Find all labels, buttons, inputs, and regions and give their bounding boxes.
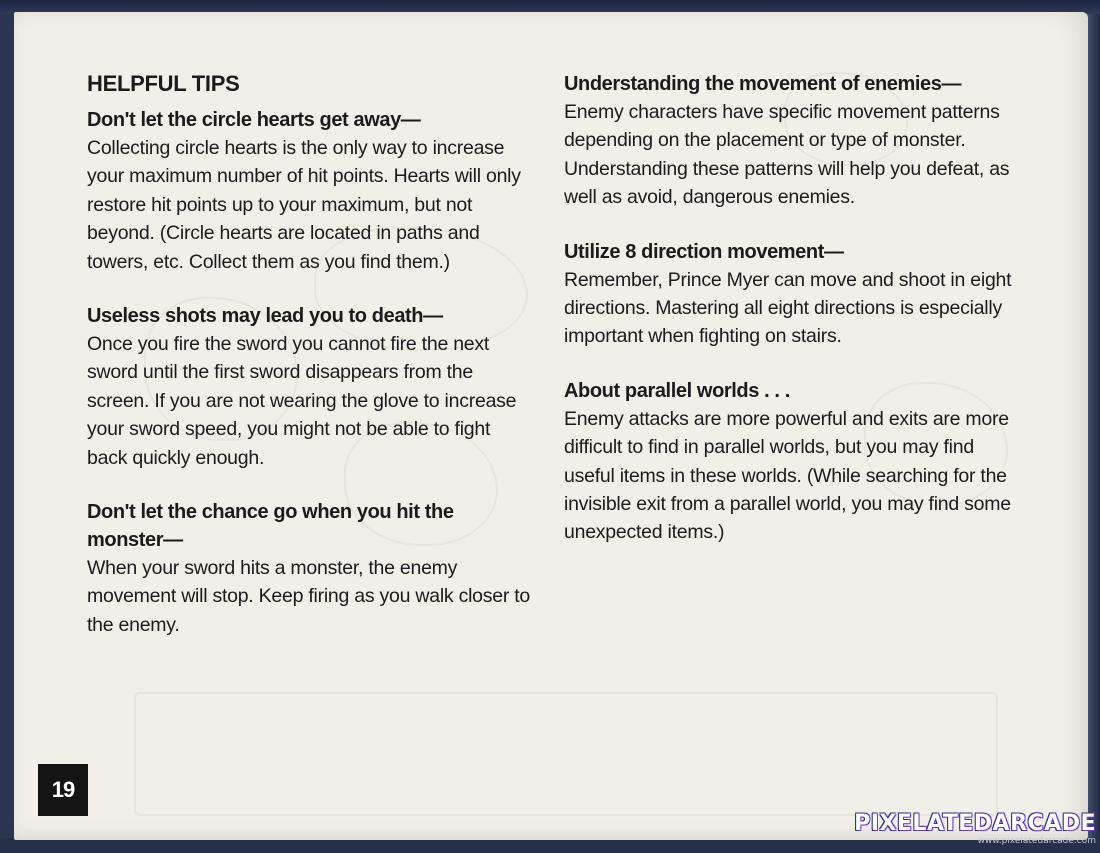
tip-body: Collecting circle hearts is the only way to increase your maximum number of hit points. Hearts will only restore hit points up to your maximum, but not beyond. (Circle hearts are located in paths and towers, etc. Collect them as you find them.) bbox=[87, 137, 521, 273]
tip-body: Remember, Prince Myer can move and shoot in eight directions. Mastering all eight directions is especially important when fighting on stairs. bbox=[564, 268, 1012, 348]
tip-parallel-worlds bbox=[564, 377, 1019, 547]
tip-body: Enemy attacks are more powerful and exits are more difficult to find in parallel worlds, but you may find useful items in these worlds. (While searching for the invisible exit from a parallel world, you may find some unexpected items.) bbox=[564, 407, 1011, 544]
tip-title: Utilize 8 direction movement— bbox=[564, 240, 844, 263]
tip-enemy-movement bbox=[564, 70, 1019, 212]
watermark-url: www.pixelatedarcade.com bbox=[977, 836, 1096, 846]
tip-title: Understanding the movement of enemies— bbox=[564, 73, 962, 95]
tip-body: When your sword hits a monster, the enemy movement will stop. Keep firing as you walk closer to the enemy. bbox=[87, 557, 531, 636]
tip-title: Useless shots may lead you to death— bbox=[87, 305, 443, 328]
tip-body: Enemy characters have specific movement patterns depending on the placement or type of monster. Understanding these patterns will help you defeat, as well as avoid, dangerous enemies. bbox=[564, 101, 1010, 209]
page-heading: HELPFUL TIPS bbox=[87, 71, 240, 96]
left-column bbox=[87, 70, 532, 665]
tip-circle-hearts bbox=[87, 106, 532, 276]
tip-title: Don't let the chance go when you hit the monster— bbox=[87, 501, 454, 552]
tip-8-direction bbox=[564, 238, 1019, 351]
watermark bbox=[854, 812, 1096, 847]
tip-title: About parallel worlds . . . bbox=[564, 379, 790, 402]
tip-title: Don't let the circle hearts get away— bbox=[87, 109, 421, 131]
tip-body: Once you fire the sword you cannot fire the next sword until the first sword disappears from the screen. If you are not wearing the glove to increase your sword speed, you might not be able to fight back quickly enough. bbox=[87, 333, 517, 469]
tip-hit-monster bbox=[87, 498, 532, 639]
right-column bbox=[564, 70, 1019, 573]
page-number: 19 bbox=[38, 764, 88, 816]
bleed-through-block bbox=[134, 692, 998, 816]
watermark-logo: PIXELATEDARCADE bbox=[854, 811, 1096, 836]
tip-useless-shots bbox=[87, 302, 532, 472]
page-edge-shadow bbox=[1086, 14, 1100, 840]
